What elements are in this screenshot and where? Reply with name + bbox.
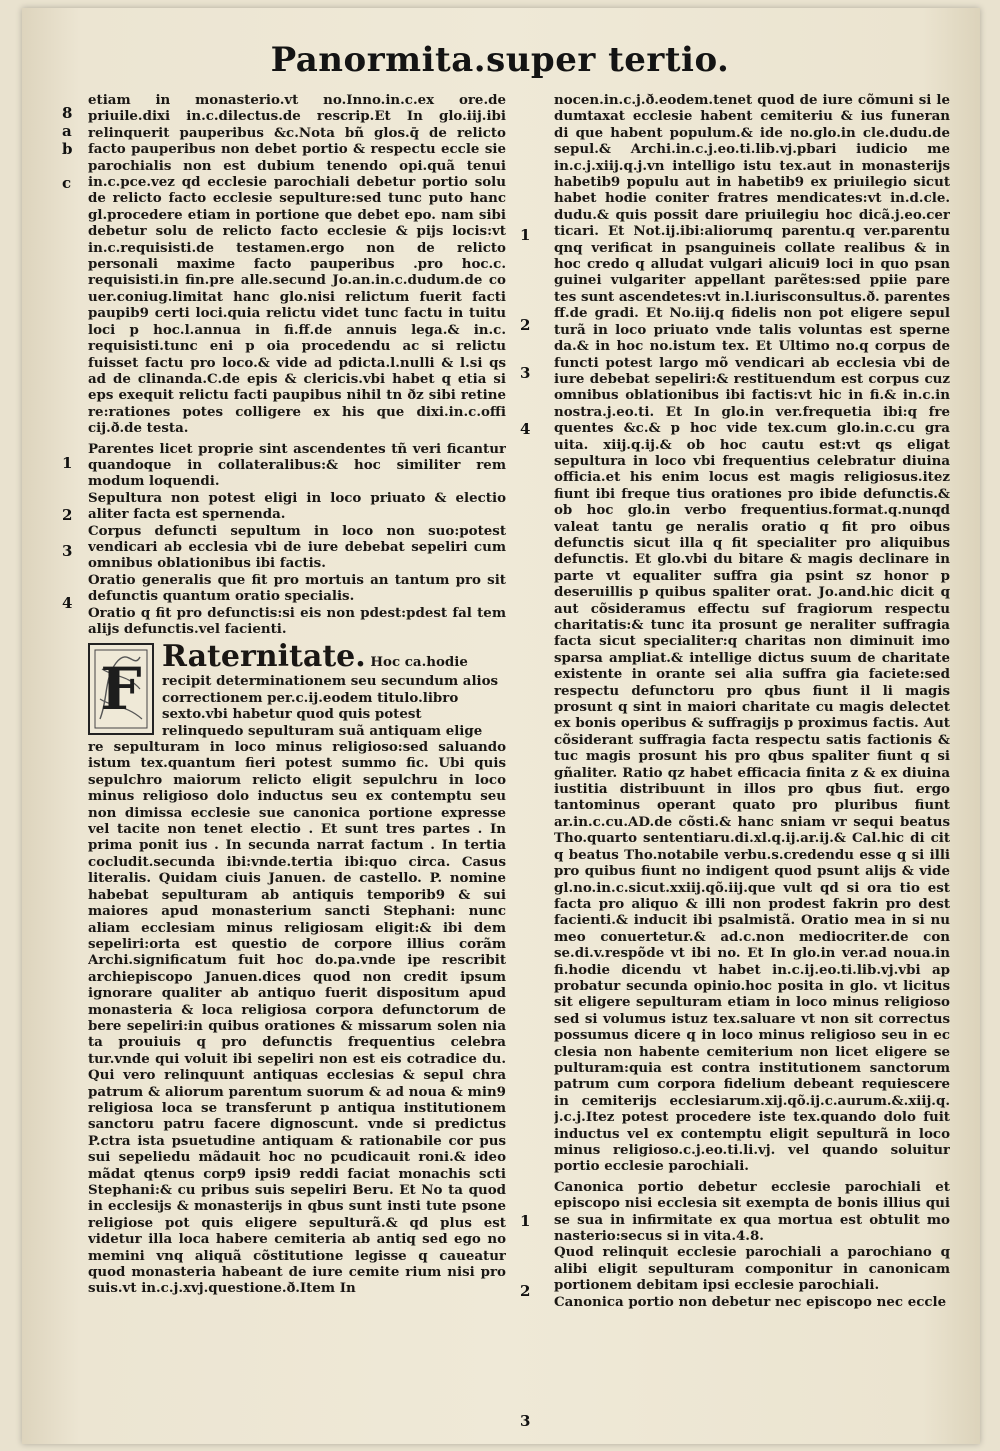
margin-number: 4 <box>62 594 73 612</box>
gutter-mark: 3 <box>520 364 531 382</box>
decorated-initial <box>88 643 154 735</box>
right-column <box>554 92 950 1428</box>
gutter-mark: 4 <box>520 420 531 438</box>
gutter-mark: 2 <box>520 316 531 334</box>
summaries-block <box>88 441 506 638</box>
summary-item: Quod relinquit ecclesie parochiali a parochiano q alibi eligit sepulturam componitur in canonicam portionem debitam ipsi ecclesie parochiali. <box>554 1244 950 1294</box>
summary-item: Oratio generalis que fit pro mortuis an tantum pro sit defunctis quantum oratio specialis. <box>88 571 506 605</box>
summaries-block <box>554 1179 950 1310</box>
running-title: Panormita.super tertio. <box>270 40 730 80</box>
gutter-mark: 1 <box>520 1212 531 1230</box>
chapter-opening <box>88 641 506 739</box>
initial-letter: F <box>100 655 142 724</box>
summary-item: Oratio q fit pro defunctis:si eis non pdest:pdest fal tem alijs defunctis.vel facienti. <box>88 604 506 637</box>
summary-item: Canonica portio non debetur nec episcopo nec eccle <box>554 1293 947 1310</box>
margin-number: 2 <box>62 506 73 524</box>
margin-mark: 8 <box>62 104 73 122</box>
commentary-text: etiam in monasterio.vt no.Inno.in.c.ex ore.de priuile.dixi in.c.dilectus.de rescrip.Et In glo.iij.ibi relinquerit pauperibus &c.Nota bñ glos.q̄ de relicto facto pauperibus non debet portio & respectu eccle sie parochialis non est dubium tenendo opi.quã tenui in.c.pce.vez qd ecclesie parochiali debetur portio solu de relicto facto ecclesie sepulture:sed tunc puto hanc gl.procedere etiam in portione que debet epo. nam sibi debetur solu de relicto facto ecclesie & pijs locis:vt in.c.requisisti.de testamen.ergo non de relicto personali maxime facto pauperibus .pro hoc.c. requisisti.in fin.pre alle.secund Jo.an.in.c.dudum.de co uer.coniug.limitat hanc glo.nisi relictum fuerit facti paupib9 certi loci.quia relictu videt tunc factu in tuitu loci p hoc.l.annua in fi.ff.de annuis lega.& in.c. requisisti.tunc eni p oia procedendu ac si relictu fuisset factu pro loco.& vide ad pdicta.l.nulli & l.si qs ad de clinanda.C.de epis & clericis.vbi habet q etia si eps exequit relictu facti paupibus nihil tn ðz sibi retine re:rationes potes colligere ex his que dixi.in.c.offi cij.ð.de testa. <box>88 92 506 437</box>
margin-mark: b <box>62 140 73 158</box>
margin-mark: a <box>62 122 72 140</box>
margin-number: 3 <box>62 542 73 560</box>
summary-item: Sepultura non potest eligi in loco priuato & electio aliter facta est spernenda. <box>88 489 506 523</box>
gutter-mark: 1 <box>520 226 531 244</box>
margin-mark: c <box>62 174 72 192</box>
chapter-incipit: Hoc ca.hodie recipit determinationem seu secundum alios correctionem per.c.ij.eodem titulo.libro sexto.vbi habetur quod quis potest relinquedo sepulturam suã antiquam elige <box>162 654 499 739</box>
summary-item: Corpus defuncti sepultum in loco non suo:potest vendicari ab ecclesia vbi de iure debebat sepeliri cum omnibus oblationibus ibi factis. <box>88 522 506 572</box>
gutter-mark: 2 <box>520 1282 531 1300</box>
summary-item: Parentes licet proprie sint ascendentes tñ veri ficantur quandoque in collateralibus:& hoc similiter rem modum loquendi. <box>88 440 506 490</box>
margin-number: 1 <box>62 454 73 472</box>
commentary-text: nocen.in.c.j.ð.eodem.tenet quod de iure cõmuni si le dumtaxat ecclesie habent cemiteriu & ius funeran di que habent populum.& ide no.glo.in cle.dudu.de sepul.& Archi.in.c.j.eo.ti.lib.vj.pbari iudicio me in.c.j.xiij.q.j.vn intelligo istu tex.aut in monasterijs habetib9 populu aut in habetib9 ex priuilegio sicut habet hodie coniter fratres mendicates:vt in.d.cle. dudu.& quis possit dare priuilegiu hoc dicã.j.eo.cer ticari. Et Not.ij.ibi:aliorumq parentu.q ver.parentu qnq verificat in psanguineis collate realibus & in hoc credo q alludat vulgari alicui9 loci in quo psan guinei vulgariter appellant parẽtes:sed ppiie pare tes sunt ascendetes:vt in.l.iurisconsultus.ð. parentes ff.de gradi. Et No.iij.q fidelis non pot eligere sepul turã in loco priuato vnde talis voluntas est sperne da.& in hoc no.istum tex. Et Ultimo no.q corpus de functi potest largo mõ vendicari ab ecclesia vbi de iure debebat sepeliri:& restituendum est corpus cuz omnibus oblationibus ibi factis:vt hic in fi.& in.c.in nostra.j.eo.ti. Et In glo.in ver.frequetia ibi:q fre quentes &c.& p hoc vide tex.cum glo.in.c.cu gra uita. xiij.q.ij.& ob hoc cautu est:vt qs eligat sepultura in loco vbi frequentius celebratur diuina officia.et his enim locus est magis religiosus.itez fiunt ibi freque tius orationes pro ibide defunctis.& ob hoc glo.in verbo frequentius.format.q.nunqd valeat tantu ge neralis oratio q fit pro oibus defunctis sicut illa q fit specialiter pro aliquibus defunctis. Et glo.vbi du bitare & magis declinare in parte vt equaliter suffra gia psint sz honor p deseruillis p quibus spaliter orat. Jo.and.hic dicit q aut cõsideramus effectu suf fragiorum respectu charitatis:& tunc ita prosunt ge neraliter suffragia facta sicut specialiter:q charitas non diminuit imo sparsa ampliat.& intellige dictus suum de charitate existente in orante sei alia suffra gia faciete:sed respectu defunctoru pro qbus fiunt il li magis prosunt q sint in maiori charitate cu magis delectet ex bonis operibus & suffragijs p proximus factis. Aut cõsiderant suffragia facta respectu satis factionis & tuc magis prosunt his pro qbus spaliter fiunt q si gñaliter. Ratio qz habet efficacia finita z & ex diuina iustitia distribuunt in illos pro qbus fiut. ergo tantominus operant quato pro pluribus fiunt ar.in.c.cu.AD.de cõsti.& hanc sniam vr sequi beatus Tho.quarto sententiaru.di.xl.q.ij.ar.ij.& Cal.hic di cit q beatus Tho.notabile verbu.s.credendu esse q si illi pro quibus fiunt no indigent quod psunt alijs & vide gl.no.in.c.sicut.xxiij.qõ.iij.que vult qd si ora tio est facta pro aliquo & illi non prodest fakrin pro dest facienti.& inducit ibi psalmistã. Oratio mea in si nu meo conuertetur.& ad.c.non mediocriter.de con se.di.v.respõde vt ibi no. Et In glo.in ver.ad noua.in fi.hodie dicendu vt habet in.c.ij.eo.ti.lib.vj.vbi ap probatur secunda opinio.hoc posita in glo. vt licitus sit eligere sepulturam etiam in loco minus religioso sed si volumus istuz tex.saluare vt non sit correctus possumus dicere q in loco minus religioso seu in ec clesia non habente cemiterium non licet eligere se pulturam:quia est contra institutionem sanctorum patrum cum corpora fidelium debeant requiescere in cemiterijs ecclesiarum.xij.qõ.ij.c.aurum.&.xiij.q. j.c.j.Itez potest procedere iste tex.quando dolo fuit inductus vel ex contemptu eligit sepulturã in loco minus religioso.c.j.eo.ti.li.vj. vel quando soluitur portio ecclesie parochiali. <box>554 92 950 1175</box>
left-column <box>88 92 506 1428</box>
chapter-word: Raternitate. <box>162 639 366 675</box>
commentary-text: re sepulturam in loco minus religioso:sed saluando istum tex.quantum fieri potest summo fic. Ubi quis sepulchro maiorum relicto eligit sepulchru in loco minus religioso dolo inductus seu ex contemptu seu non dimissa ecclesie sue canonica portione expresse vel tacite non tenet electio . Et sunt tres partes . In prima ponit ius . In secunda narrat factum . In tertia cocludit.secunda ibi:vnde.tertia ibi:quo circa. Casus literalis. Quidam ciuis Januen. de castello. P. nomine habebat sepulturam ab antiquis temporib9 & sui maiores apud monasterium sancti Stephani: nunc aliam ecclesiam minus religiosam eligit:& ibi dem sepeliri:orta est questio de corpore illius corãm Archi.significatum fuit hoc do.pa.vnde ipe rescribit archiepiscopo Januen.dices quod non credit ipsum ignorare qualiter ab antiquo fuerit dispositum apud monasteria & loca religiosa corpora defunctorum de bere sepeliri:in quibus orationes & missarum solen nia ta prouiuis q pro defunctis frequentius celebra tur.vnde qui voluit ibi sepeliri non est eis cotradice du. Qui vero relinquunt antiquas ecclesias & sepul chra patrum & aliorum parentum suorum & ad noua & min9 religiosa loca se transferunt p antiqua institutionem sanctoru patru facere dignoscunt. vnde si predictus P.ctra ista psuetudine antiquam & rationabile cor pus sui sepeliedu mãdauit hoc no pcudicauit roni.& ideo mãdat qtenus corp9 ipsi9 reddi faciat monachis scti Stephani:& cu pribus suis sepeliri Beru. Et No ta quod in ecclesijs & monasterijs in qbus sunt insti tute psone religiose pot quis eligere sepulturã.& qd plus est videtur illa loca habere cemiteria ab antiq sed ego no memini vnq aliquã cõstitutione legisse q caueatur quod monasteria habeant de iure cemite rium nisi pro suis.vt in.c.j.xvj.questione.ð.Item In <box>88 739 506 1297</box>
summary-item: Canonica portio debetur ecclesie parochiali et episcopo nisi ecclesia sit exempta de bonis illius qui se sua in infirmitate ex qua mortua est obtulit mo nasterio:secus si in vita.4.8. <box>554 1178 950 1245</box>
gutter-mark: 3 <box>520 1412 531 1430</box>
